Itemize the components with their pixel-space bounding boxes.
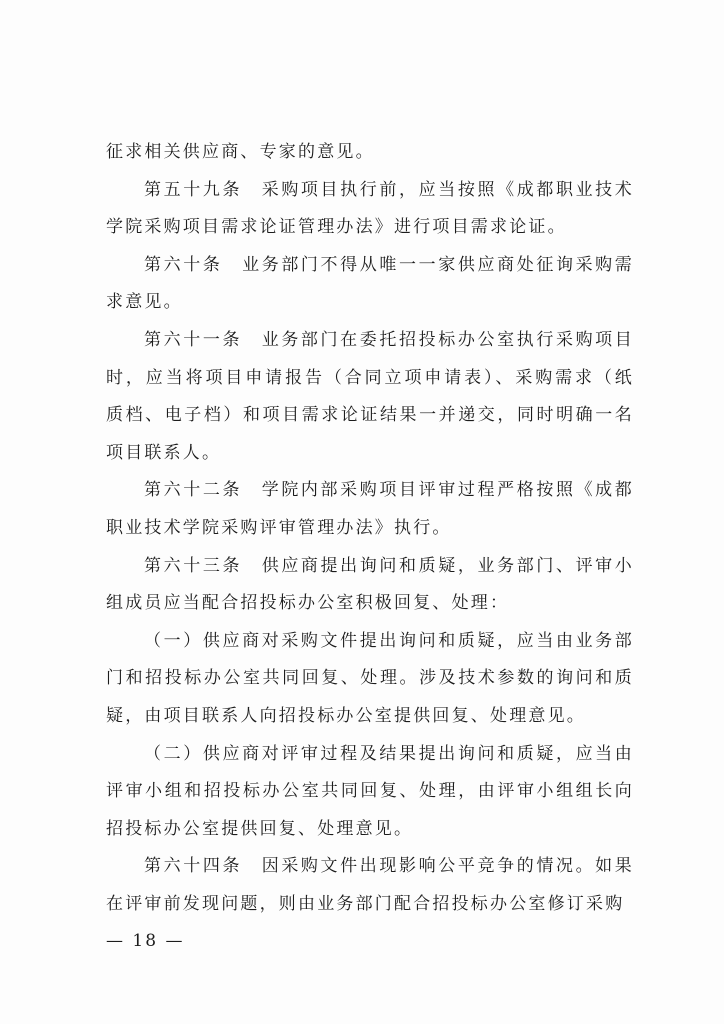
page-number: — 18 — (106, 931, 185, 951)
paragraph-item-1: （一）供应商对采购文件提出询问和质疑，应当由业务部门和招投标办公室共同回复、处理。涉及技术参数的询问和质疑，由项目联系人向招投标办公室提供回复、处理意见。 (106, 630, 634, 726)
paragraph-article-62: 第六十二条 学院内部采购项目评审过程严格按照《成都职业技术学院采购评审管理办法》执行。 (106, 480, 634, 538)
paragraph-article-61: 第六十一条 业务部门在委托招投标办公室执行采购项目时，应当将项目申请报告（合同立项申请表）、采购需求（纸质档、电子档）和项目需求论证结果一并递交，同时明确一名项目联系人。 (106, 329, 634, 463)
paragraph-item-2: （二）供应商对评审过程及结果提出询问和质疑，应当由评审小组和招投标办公室共同回复、处理，由评审小组组长向招投标办公室提供回复、处理意见。 (106, 743, 634, 839)
paragraph-continuation: 征求相关供应商、专家的意见。 (106, 142, 375, 162)
body-text (106, 134, 634, 923)
paragraph-article-64: 第六十四条 因采购文件出现影响公平竞争的情况。如果在评审前发现问题，则由业务部门配合招投标办公室修订采购 (106, 856, 634, 914)
paragraph-article-59: 第五十九条 采购项目执行前，应当按照《成都职业技术学院采购项目需求论证管理办法》进行项目需求论证。 (106, 179, 634, 238)
paragraph-article-63: 第六十三条 供应商提出询问和质疑，业务部门、评审小组成员应当配合招投标办公室积极回复、处理： (106, 555, 634, 614)
paragraph-article-60: 第六十条 业务部门不得从唯一一家供应商处征询采购需求意见。 (106, 254, 634, 313)
